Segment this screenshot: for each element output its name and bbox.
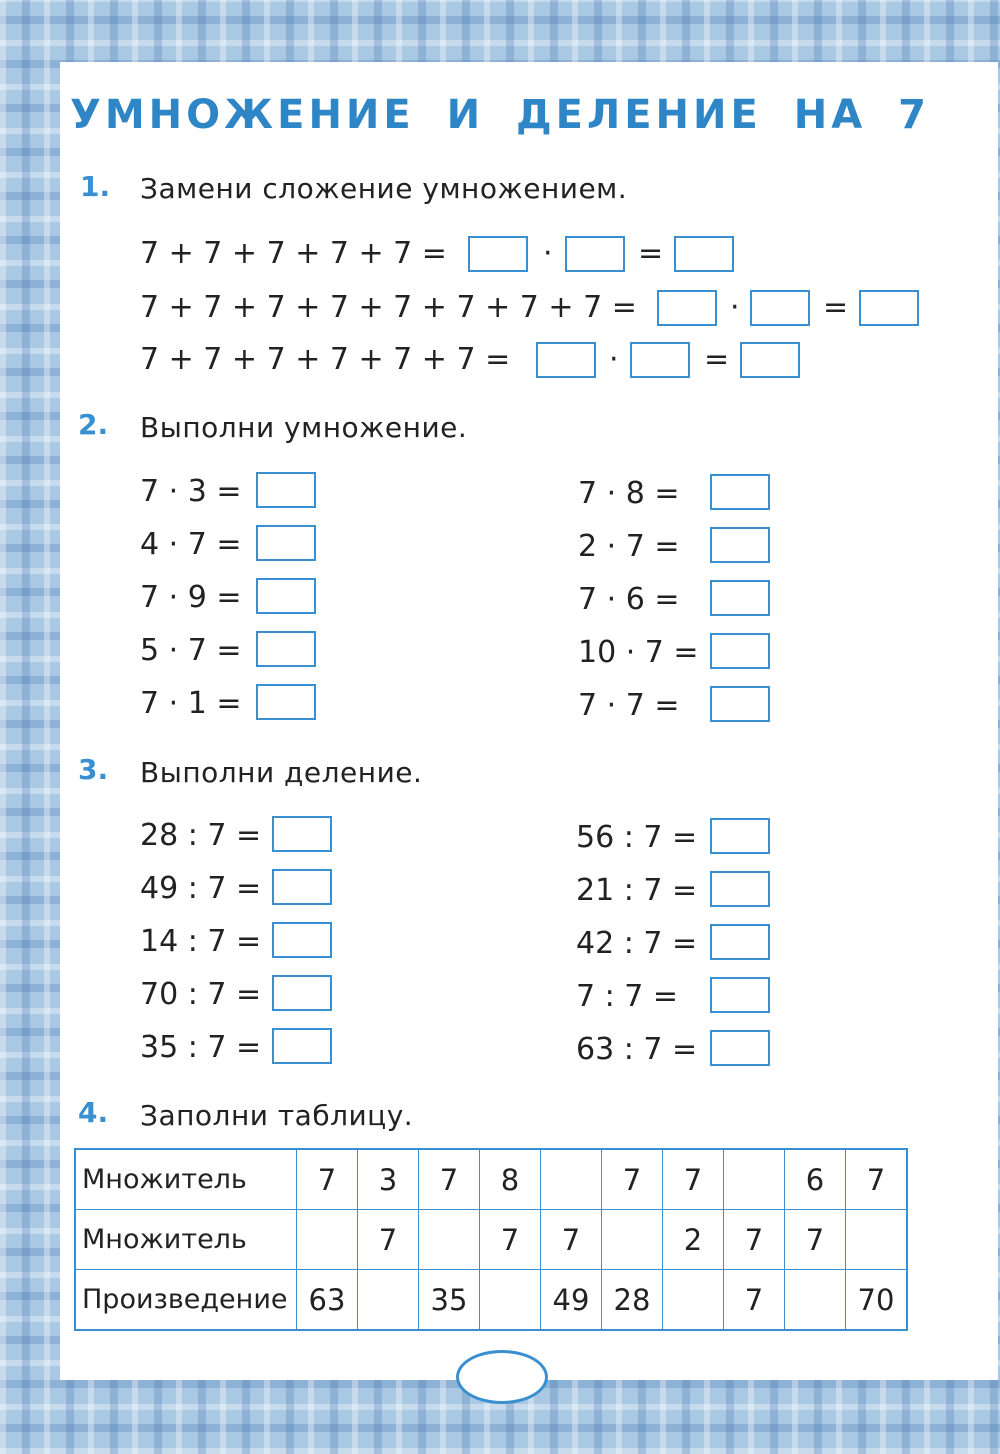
row-label: Произведение (75, 1270, 297, 1331)
task-1-expression-1: 7 + 7 + 7 + 7 + 7 = (140, 236, 447, 271)
table-cell[interactable] (663, 1270, 724, 1331)
table-row (75, 1270, 907, 1331)
table-cell[interactable]: 2 (663, 1210, 724, 1270)
task-3-expression: 7 : 7 = (576, 979, 679, 1014)
task-3-expression: 14 : 7 = (140, 924, 262, 959)
task-2-answer-box[interactable] (256, 684, 316, 720)
task-1-expression-3: 7 + 7 + 7 + 7 + 7 + 7 = (140, 342, 511, 377)
task-2-expression: 7 · 9 = (140, 580, 242, 615)
task-3-answer-box[interactable] (710, 977, 770, 1013)
table-cell[interactable]: 7 (358, 1210, 419, 1270)
row-label: Множитель (75, 1210, 297, 1270)
task-3-expression: 49 : 7 = (140, 871, 262, 906)
table-cell[interactable]: 7 (541, 1210, 602, 1270)
task-3-answer-box[interactable] (272, 922, 332, 958)
task-3-answer-box[interactable] (272, 869, 332, 905)
task-4-text: Заполни таблицу. (140, 1099, 414, 1132)
table-cell[interactable]: 7 (602, 1149, 663, 1210)
task-2-answer-box[interactable] (256, 631, 316, 667)
multiply-dot: · (609, 342, 619, 377)
task-2-expression: 7 · 3 = (140, 474, 242, 509)
table-cell[interactable]: 7 (419, 1149, 480, 1210)
task-2-expression: 10 · 7 = (578, 635, 699, 670)
task-1-answer-box[interactable] (536, 342, 596, 378)
table-cell[interactable]: 63 (297, 1270, 358, 1331)
task-2-answer-box[interactable] (710, 474, 770, 510)
task-1-answer-box[interactable] (630, 342, 690, 378)
table-cell[interactable]: 7 (785, 1210, 846, 1270)
table-cell[interactable]: 3 (358, 1149, 419, 1210)
table-cell[interactable] (846, 1210, 908, 1270)
equals-sign: = (704, 342, 730, 377)
task-2-answer-box[interactable] (710, 633, 770, 669)
task-2-answer-box[interactable] (256, 578, 316, 614)
table-cell[interactable]: 7 (663, 1149, 724, 1210)
task-2-expression: 2 · 7 = (578, 529, 680, 564)
task-2-number: 2. (78, 408, 109, 441)
table-cell[interactable]: 6 (785, 1149, 846, 1210)
multiply-dot: · (730, 290, 740, 325)
table-cell[interactable] (358, 1270, 419, 1331)
task-2-expression: 7 · 7 = (578, 688, 680, 723)
task-1-text: Замени сложение умножением. (140, 172, 628, 205)
task-3-answer-box[interactable] (272, 975, 332, 1011)
task-4-number: 4. (78, 1096, 109, 1129)
task-3-answer-box[interactable] (710, 1030, 770, 1066)
table-cell[interactable]: 8 (480, 1149, 541, 1210)
table-cell[interactable]: 35 (419, 1270, 480, 1331)
task-1-answer-box[interactable] (750, 290, 810, 326)
task-1-answer-box[interactable] (657, 290, 717, 326)
table-cell[interactable] (541, 1149, 602, 1210)
table-cell[interactable]: 7 (297, 1149, 358, 1210)
table-cell[interactable] (297, 1210, 358, 1270)
task-3-expression: 42 : 7 = (576, 926, 698, 961)
task-1-answer-box[interactable] (565, 236, 625, 272)
task-2-expression: 4 · 7 = (140, 527, 242, 562)
task-2-answer-box[interactable] (256, 525, 316, 561)
task-2-expression: 7 · 6 = (578, 582, 680, 617)
task-2-answer-box[interactable] (710, 527, 770, 563)
task-2-answer-box[interactable] (256, 472, 316, 508)
table-row (75, 1149, 907, 1210)
task-3-expression: 28 : 7 = (140, 818, 262, 853)
table-cell[interactable] (785, 1270, 846, 1331)
table-cell[interactable] (602, 1210, 663, 1270)
task-1-answer-box[interactable] (674, 236, 734, 272)
task-3-answer-box[interactable] (710, 818, 770, 854)
page-title: УМНОЖЕНИЕ И ДЕЛЕНИЕ НА 7 (70, 92, 930, 138)
task-3-expression: 56 : 7 = (576, 820, 698, 855)
task-3-answer-box[interactable] (272, 816, 332, 852)
task-1-answer-box[interactable] (859, 290, 919, 326)
table-cell[interactable] (724, 1149, 785, 1210)
task-2-answer-box[interactable] (710, 686, 770, 722)
task-2-answer-box[interactable] (710, 580, 770, 616)
multiplication-table (74, 1148, 908, 1331)
task-1-number: 1. (80, 170, 111, 203)
equals-sign: = (823, 290, 849, 325)
task-1-expression-2: 7 + 7 + 7 + 7 + 7 + 7 + 7 + 7 = (140, 290, 637, 325)
table-cell[interactable]: 28 (602, 1270, 663, 1331)
task-3-answer-box[interactable] (710, 924, 770, 960)
task-3-expression: 70 : 7 = (140, 977, 262, 1012)
row-label: Множитель (75, 1149, 297, 1210)
table-cell[interactable]: 7 (480, 1210, 541, 1270)
task-1-answer-box[interactable] (740, 342, 800, 378)
page-number-oval (456, 1350, 548, 1404)
task-2-expression: 7 · 1 = (140, 686, 242, 721)
table-cell[interactable]: 7 (846, 1149, 908, 1210)
task-3-text: Выполни деление. (140, 756, 423, 789)
table-cell[interactable]: 7 (724, 1210, 785, 1270)
table-cell[interactable]: 70 (846, 1270, 908, 1331)
task-3-expression: 35 : 7 = (140, 1030, 262, 1065)
table-row (75, 1210, 907, 1270)
task-3-answer-box[interactable] (710, 871, 770, 907)
table-cell[interactable] (419, 1210, 480, 1270)
equals-sign: = (638, 236, 664, 271)
table-cell[interactable]: 49 (541, 1270, 602, 1331)
task-3-answer-box[interactable] (272, 1028, 332, 1064)
task-2-text: Выполни умножение. (140, 411, 468, 444)
task-3-number: 3. (78, 753, 109, 786)
table-cell[interactable] (480, 1270, 541, 1331)
task-3-expression: 63 : 7 = (576, 1032, 698, 1067)
table-cell[interactable]: 7 (724, 1270, 785, 1331)
task-3-expression: 21 : 7 = (576, 873, 698, 908)
task-1-answer-box[interactable] (468, 236, 528, 272)
multiply-dot: · (543, 236, 553, 271)
task-2-expression: 7 · 8 = (578, 476, 680, 511)
task-2-expression: 5 · 7 = (140, 633, 242, 668)
